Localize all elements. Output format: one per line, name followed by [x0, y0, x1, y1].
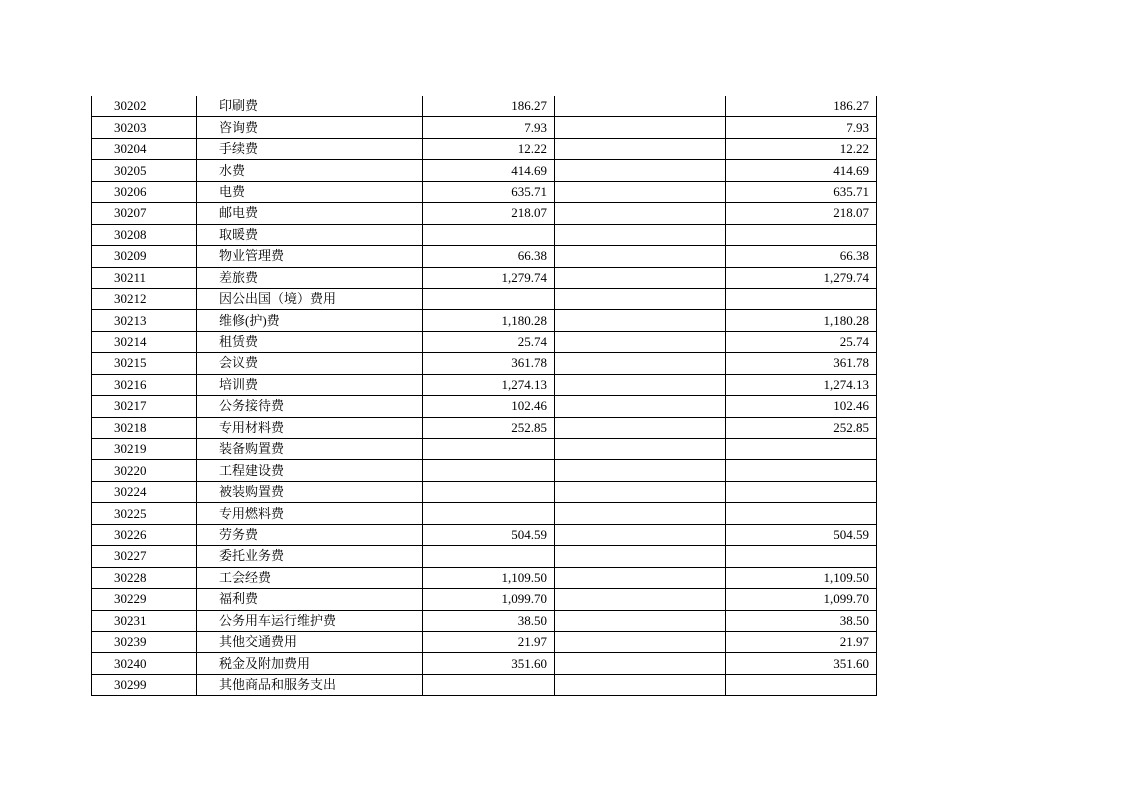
cell-project: 252.85 — [726, 417, 877, 438]
cell-total — [423, 224, 555, 245]
cell-basic — [555, 224, 726, 245]
cell-code: 30220 — [92, 460, 197, 481]
cell-project — [726, 460, 877, 481]
cell-name: 印刷费 — [197, 96, 423, 117]
cell-total: 1,274.13 — [423, 374, 555, 395]
cell-total: 1,109.50 — [423, 567, 555, 588]
cell-name: 专用材料费 — [197, 417, 423, 438]
table-row — [92, 331, 877, 352]
cell-basic — [555, 117, 726, 138]
cell-name: 其他商品和服务支出 — [197, 674, 423, 695]
cell-project: 12.22 — [726, 138, 877, 159]
cell-total — [423, 503, 555, 524]
cell-total: 252.85 — [423, 417, 555, 438]
cell-project — [726, 481, 877, 502]
cell-basic — [555, 396, 726, 417]
cell-basic — [555, 288, 726, 309]
cell-name: 取暖费 — [197, 224, 423, 245]
cell-basic — [555, 417, 726, 438]
table-row — [92, 267, 877, 288]
cell-project: 25.74 — [726, 331, 877, 352]
cell-total — [423, 674, 555, 695]
table-row — [92, 653, 877, 674]
cell-name: 维修(护)费 — [197, 310, 423, 331]
cell-code: 30231 — [92, 610, 197, 631]
cell-project: 21.97 — [726, 631, 877, 652]
cell-name: 工会经费 — [197, 567, 423, 588]
table-row — [92, 374, 877, 395]
cell-code: 30212 — [92, 288, 197, 309]
cell-project: 102.46 — [726, 396, 877, 417]
cell-basic — [555, 181, 726, 202]
cell-total: 7.93 — [423, 117, 555, 138]
table-row — [92, 503, 877, 524]
cell-name: 税金及附加费用 — [197, 653, 423, 674]
cell-name: 专用燃料费 — [197, 503, 423, 524]
cell-name: 被装购置费 — [197, 481, 423, 502]
cell-name: 其他交通费用 — [197, 631, 423, 652]
cell-project: 7.93 — [726, 117, 877, 138]
cell-basic — [555, 460, 726, 481]
table-row — [92, 181, 877, 202]
cell-total — [423, 481, 555, 502]
table-row — [92, 138, 877, 159]
cell-basic — [555, 610, 726, 631]
cell-name: 福利费 — [197, 589, 423, 610]
cell-basic — [555, 331, 726, 352]
cell-name: 委托业务费 — [197, 546, 423, 567]
cell-name: 公务接待费 — [197, 396, 423, 417]
cell-code: 30209 — [92, 246, 197, 267]
table-row — [92, 396, 877, 417]
cell-project: 186.27 — [726, 96, 877, 117]
table-row — [92, 224, 877, 245]
cell-basic — [555, 374, 726, 395]
cell-total: 38.50 — [423, 610, 555, 631]
cell-total: 12.22 — [423, 138, 555, 159]
cell-code: 30215 — [92, 353, 197, 374]
cell-project: 635.71 — [726, 181, 877, 202]
cell-total — [423, 546, 555, 567]
cell-total — [423, 288, 555, 309]
cell-basic — [555, 96, 726, 117]
cell-basic — [555, 631, 726, 652]
cell-project: 1,279.74 — [726, 267, 877, 288]
cell-name: 因公出国（境）费用 — [197, 288, 423, 309]
table-row — [92, 631, 877, 652]
cell-project: 218.07 — [726, 203, 877, 224]
cell-total: 1,180.28 — [423, 310, 555, 331]
cell-code: 30219 — [92, 439, 197, 460]
cell-name: 工程建设费 — [197, 460, 423, 481]
table-row — [92, 524, 877, 545]
cell-basic — [555, 267, 726, 288]
cell-basic — [555, 310, 726, 331]
table-row — [92, 460, 877, 481]
cell-name: 咨询费 — [197, 117, 423, 138]
cell-code: 30211 — [92, 267, 197, 288]
table-row — [92, 117, 877, 138]
table-row — [92, 567, 877, 588]
cell-project: 361.78 — [726, 353, 877, 374]
cell-name: 租赁费 — [197, 331, 423, 352]
cell-name: 手续费 — [197, 138, 423, 159]
cell-code: 30226 — [92, 524, 197, 545]
cell-basic — [555, 481, 726, 502]
cell-project: 38.50 — [726, 610, 877, 631]
cell-basic — [555, 246, 726, 267]
cell-code: 30208 — [92, 224, 197, 245]
cell-name: 会议费 — [197, 353, 423, 374]
cell-basic — [555, 353, 726, 374]
cell-basic — [555, 503, 726, 524]
cell-basic — [555, 138, 726, 159]
cell-project: 1,109.50 — [726, 567, 877, 588]
cell-code: 30228 — [92, 567, 197, 588]
cell-name: 差旅费 — [197, 267, 423, 288]
cell-code: 30229 — [92, 589, 197, 610]
cell-total: 25.74 — [423, 331, 555, 352]
cell-total: 1,099.70 — [423, 589, 555, 610]
cell-code: 30213 — [92, 310, 197, 331]
cell-code: 30224 — [92, 481, 197, 502]
cell-total: 504.59 — [423, 524, 555, 545]
cell-total: 102.46 — [423, 396, 555, 417]
expenditure-table — [91, 96, 877, 696]
cell-project — [726, 224, 877, 245]
cell-basic — [555, 546, 726, 567]
cell-code: 30207 — [92, 203, 197, 224]
cell-project: 1,274.13 — [726, 374, 877, 395]
cell-total: 186.27 — [423, 96, 555, 117]
cell-total: 361.78 — [423, 353, 555, 374]
table-row — [92, 439, 877, 460]
cell-basic — [555, 524, 726, 545]
cell-code: 30205 — [92, 160, 197, 181]
cell-code: 30206 — [92, 181, 197, 202]
table-body — [92, 96, 877, 696]
cell-code: 30227 — [92, 546, 197, 567]
cell-total: 218.07 — [423, 203, 555, 224]
cell-project: 351.60 — [726, 653, 877, 674]
table-row — [92, 288, 877, 309]
cell-project: 414.69 — [726, 160, 877, 181]
cell-code: 30240 — [92, 653, 197, 674]
table-row — [92, 160, 877, 181]
cell-code: 30217 — [92, 396, 197, 417]
cell-total — [423, 460, 555, 481]
cell-name: 培训费 — [197, 374, 423, 395]
cell-project — [726, 674, 877, 695]
cell-total — [423, 439, 555, 460]
cell-code: 30216 — [92, 374, 197, 395]
cell-code: 30239 — [92, 631, 197, 652]
table-row — [92, 353, 877, 374]
table-row — [92, 96, 877, 117]
cell-code: 30202 — [92, 96, 197, 117]
cell-total: 1,279.74 — [423, 267, 555, 288]
cell-name: 装备购置费 — [197, 439, 423, 460]
cell-total: 351.60 — [423, 653, 555, 674]
cell-name: 公务用车运行维护费 — [197, 610, 423, 631]
cell-code: 30204 — [92, 138, 197, 159]
table-row — [92, 481, 877, 502]
table-row — [92, 546, 877, 567]
cell-basic — [555, 589, 726, 610]
table-row — [92, 417, 877, 438]
cell-project: 504.59 — [726, 524, 877, 545]
cell-basic — [555, 653, 726, 674]
cell-total: 21.97 — [423, 631, 555, 652]
table-row — [92, 310, 877, 331]
cell-code: 30218 — [92, 417, 197, 438]
cell-project: 1,099.70 — [726, 589, 877, 610]
table-row — [92, 246, 877, 267]
cell-code: 30203 — [92, 117, 197, 138]
cell-code: 30214 — [92, 331, 197, 352]
cell-basic — [555, 439, 726, 460]
table-row — [92, 610, 877, 631]
cell-total: 66.38 — [423, 246, 555, 267]
cell-code: 30299 — [92, 674, 197, 695]
cell-basic — [555, 160, 726, 181]
cell-name: 邮电费 — [197, 203, 423, 224]
cell-code: 30225 — [92, 503, 197, 524]
table-row — [92, 674, 877, 695]
table-row — [92, 203, 877, 224]
cell-project — [726, 503, 877, 524]
cell-name: 物业管理费 — [197, 246, 423, 267]
cell-project — [726, 546, 877, 567]
cell-project — [726, 288, 877, 309]
cell-total: 635.71 — [423, 181, 555, 202]
cell-name: 水费 — [197, 160, 423, 181]
cell-project — [726, 439, 877, 460]
cell-project: 66.38 — [726, 246, 877, 267]
cell-name: 电费 — [197, 181, 423, 202]
cell-total: 414.69 — [423, 160, 555, 181]
cell-basic — [555, 674, 726, 695]
cell-basic — [555, 203, 726, 224]
table-row — [92, 589, 877, 610]
cell-project: 1,180.28 — [726, 310, 877, 331]
cell-basic — [555, 567, 726, 588]
cell-name: 劳务费 — [197, 524, 423, 545]
